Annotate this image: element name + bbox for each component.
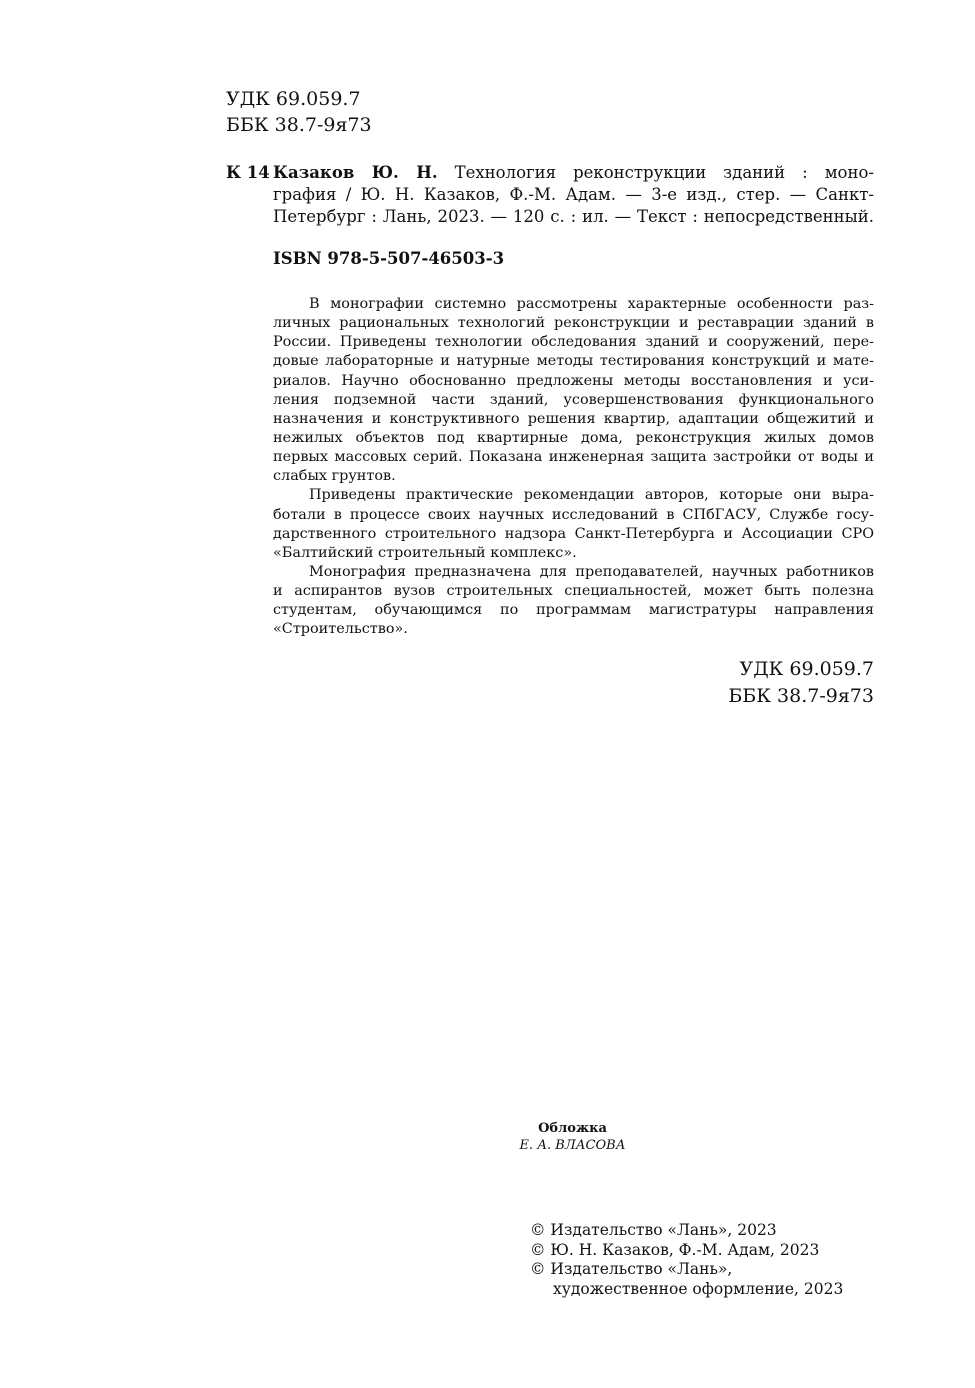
annotation-line: личных рациональных технологий реконструкции и реставрации зданий в (273, 315, 874, 332)
annotation-line: Приведены практические рекомендации авторов, которые они выра- (309, 487, 874, 504)
author-mark: К 14 (226, 163, 270, 182)
biblio-line (273, 162, 874, 184)
footer-classification (728, 656, 874, 710)
title-text: Технология реконструкции зданий : моно- (437, 163, 874, 182)
annotation-line: ботали в процессе своих научных исследований в СПбГАСУ, Службе госу- (273, 506, 874, 523)
cover-label: Обложка (538, 1121, 607, 1136)
annotation-line: риалов. Научно обоснованно предложены методы восстановления и уси- (273, 372, 874, 389)
author-name: Казаков Ю. Н. (273, 163, 438, 182)
annotation-line: «Строительство». (273, 621, 408, 638)
copyright-line: © Издательство «Лань», (530, 1260, 733, 1278)
annotation (273, 295, 874, 640)
biblio-line: графия / Ю. Н. Казаков, Ф.-М. Адам. — 3-е изд., стер. — Санкт- (273, 185, 874, 204)
annotation-line: «Балтийский строительный комплекс». (273, 544, 577, 561)
copyright-line: © Издательство «Лань», 2023 (530, 1221, 777, 1239)
annotation-line: студентам, обучающимся по программам магистратуры направления (273, 602, 874, 619)
annotation-line: ления подземной части зданий, усовершенствования функционального (273, 391, 874, 408)
annotation-line: назначения и конструктивного решения квартир, адаптации общежитий и (273, 410, 874, 427)
copyright-line: © Ю. Н. Казаков, Ф.-М. Адам, 2023 (530, 1240, 820, 1259)
annotation-line: В монографии системно рассмотрены характерные особенности раз- (309, 296, 874, 312)
annotation-line: первых массовых серий. Показана инженерная защита застройки от воды и (273, 449, 874, 466)
biblio-line: Петербург : Лань, 2023. — 120 с. : ил. — Текст : непосредственный. (273, 207, 874, 226)
cover-credit (0, 1120, 975, 1154)
bbk-code: ББК 38.7-9я73 (226, 114, 372, 136)
bbk-code: ББК 38.7-9я73 (728, 685, 874, 707)
annotation-line: и аспирантов вузов строительных специальностей, может быть полезна (273, 583, 874, 600)
cover-author: Е. А. ВЛАСОВА (519, 1138, 626, 1153)
annotation-line: довые лабораторные и натурные методы тестирования конструкций и мате- (273, 353, 874, 370)
header-classification (226, 86, 372, 138)
bibliographic-description (273, 162, 874, 228)
annotation-line: России. Приведены технологии обследования зданий и сооружений, пере- (273, 334, 874, 351)
annotation-line: нежилых объектов под квартирные дома, реконструкция жилых домов (273, 429, 874, 446)
annotation-line: Монография предназначена для преподавателей, научных работников (309, 563, 874, 580)
annotation-line: слабых грунтов. (273, 468, 396, 485)
copyright-line: художественное оформление, 2023 (553, 1279, 844, 1298)
copyright-block (530, 1221, 843, 1299)
annotation-line: дарственного строительного надзора Санкт-Петербурга и Ассоциации СРО (273, 525, 874, 542)
isbn: ISBN 978-5-507-46503-3 (273, 249, 505, 268)
udk-code: УДК 69.059.7 (226, 88, 361, 110)
udk-code: УДК 69.059.7 (739, 658, 874, 680)
